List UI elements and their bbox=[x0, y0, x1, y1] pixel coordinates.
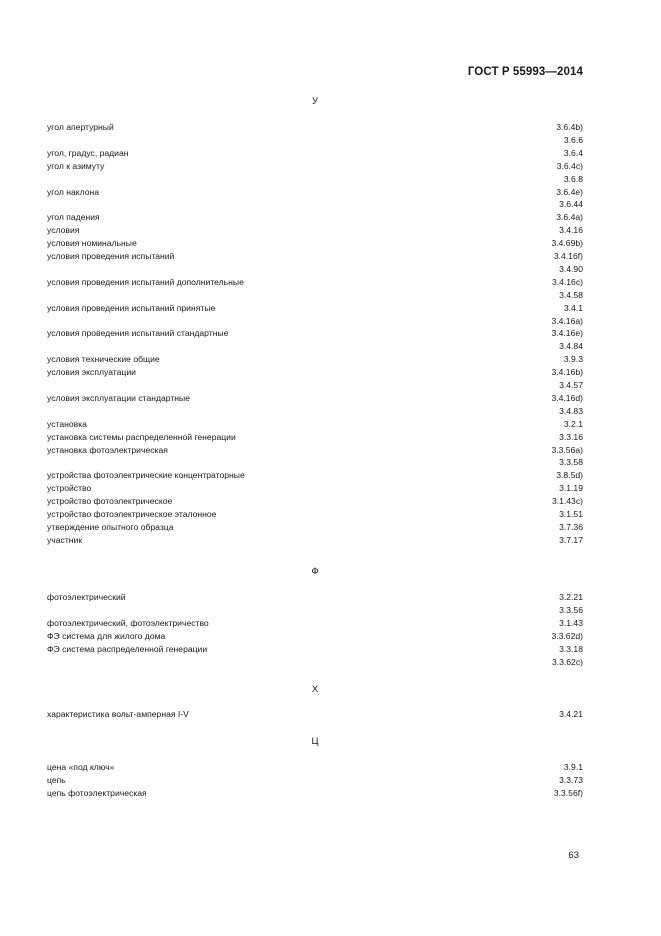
index-reference: 3.1.51 bbox=[559, 509, 583, 519]
index-term: характеристика вольт-амперная I-V bbox=[47, 709, 189, 719]
index-term: установка фотоэлектрическая bbox=[47, 444, 168, 455]
index-entry bbox=[47, 198, 583, 210]
index-term: ФЭ система распределенной генерации bbox=[47, 643, 208, 654]
index-reference: 3.9.1 bbox=[563, 762, 583, 772]
index-entry bbox=[47, 160, 583, 172]
index-term: условия эксплуатации стандартные bbox=[47, 392, 191, 403]
index-term: устройство фотоэлектрическое эталонное bbox=[47, 509, 217, 519]
index-term: цепь фотоэлектрическая bbox=[47, 787, 147, 798]
index-term: условия проведения испытаний принятые bbox=[47, 302, 216, 313]
index-entry bbox=[47, 508, 583, 520]
index-reference: 3.6.4b) bbox=[556, 122, 583, 132]
index-term: устройство bbox=[47, 483, 92, 494]
index-reference: 3.3.62c) bbox=[551, 656, 583, 667]
index-reference: 3.4.69b) bbox=[551, 238, 583, 249]
index-entry bbox=[47, 186, 583, 198]
index-entry bbox=[47, 237, 583, 249]
index-reference: 3.3.73 bbox=[559, 774, 583, 785]
index-term: условия проведения испытаний bbox=[47, 251, 175, 261]
index-entry bbox=[47, 591, 583, 603]
index-reference: 3.4.58 bbox=[559, 289, 583, 300]
page-header-title: ГОСТ Р 55993—2014 bbox=[467, 66, 583, 78]
index-term: цепь bbox=[47, 774, 66, 785]
index-entry bbox=[47, 263, 583, 275]
index-term: установка bbox=[47, 418, 87, 429]
index-reference: 3.6.6 bbox=[563, 134, 583, 145]
index-reference: 3.2.1 bbox=[563, 418, 583, 429]
index-entry bbox=[47, 353, 583, 365]
index-entry bbox=[47, 444, 583, 456]
index-entry bbox=[47, 787, 583, 799]
index-term: условия технические общие bbox=[47, 354, 160, 365]
index-term: угол апертурный bbox=[47, 122, 114, 132]
index-reference: 3.4.83 bbox=[559, 405, 583, 416]
index-reference: 3.3.56a) bbox=[551, 444, 583, 455]
index-reference: 3.4.16b) bbox=[551, 367, 583, 378]
index-entry bbox=[47, 302, 583, 314]
index-entry bbox=[47, 134, 583, 146]
index-entry bbox=[47, 708, 583, 720]
index-term: угол падения bbox=[47, 212, 100, 223]
index-entry bbox=[47, 495, 583, 507]
section-letter: Ф bbox=[311, 566, 319, 577]
index-reference: 3.4.16d) bbox=[551, 392, 583, 403]
index-entry bbox=[47, 521, 583, 533]
index-reference: 3.6.44 bbox=[559, 199, 583, 210]
index-reference: 3.4.16e) bbox=[551, 328, 583, 339]
index-term: условия номинальные bbox=[47, 238, 137, 249]
index-entry bbox=[47, 366, 583, 378]
index-entry bbox=[47, 224, 583, 236]
index-reference: 3.4.16 bbox=[559, 225, 583, 236]
index-entry bbox=[47, 121, 583, 133]
index-reference: 3.2.21 bbox=[559, 592, 583, 602]
index-term: фотоэлектрический bbox=[47, 592, 126, 602]
index-reference: 3.6.4e) bbox=[556, 186, 583, 197]
index-term: угол к азимуту bbox=[47, 160, 105, 171]
index-term: установка системы распределенной генерации bbox=[47, 431, 236, 442]
index-reference: 3.4.1 bbox=[563, 302, 583, 313]
index-entry bbox=[47, 761, 583, 773]
index-term: условия bbox=[47, 225, 80, 236]
index-reference: 3.4.84 bbox=[559, 341, 583, 352]
index-entry bbox=[47, 482, 583, 494]
index-entry bbox=[47, 250, 583, 262]
index-reference: 3.3.18 bbox=[559, 643, 583, 654]
index-entry bbox=[47, 327, 583, 339]
index-entry bbox=[47, 456, 583, 468]
index-reference: 3.1.19 bbox=[559, 483, 583, 494]
index-reference: 3.4.16c) bbox=[551, 276, 583, 287]
index-entry bbox=[47, 656, 583, 668]
index-reference: 3.6.8 bbox=[563, 173, 583, 184]
index-entry bbox=[47, 289, 583, 301]
section-letter: У bbox=[311, 96, 319, 107]
index-term: угол, градус, радиан bbox=[47, 147, 129, 158]
index-reference: 3.7.17 bbox=[559, 534, 583, 545]
index-entry bbox=[47, 617, 583, 629]
index-entry bbox=[47, 431, 583, 443]
index-entry bbox=[47, 630, 583, 642]
index-reference: 3.4.90 bbox=[559, 263, 583, 274]
page-number: 63 bbox=[568, 850, 579, 861]
index-term: условия проведения испытаний дополнительные bbox=[47, 276, 244, 287]
index-term: утверждение опытного образца bbox=[47, 521, 174, 532]
index-term: устройства фотоэлектрические концентраторные bbox=[47, 470, 245, 481]
index-reference: 3.9.3 bbox=[563, 354, 583, 365]
index-entry bbox=[47, 405, 583, 417]
index-entry bbox=[47, 418, 583, 430]
index-term: участник bbox=[47, 534, 83, 545]
index-term: ФЭ система для жилого дома bbox=[47, 630, 166, 641]
index-reference: 3.4.57 bbox=[559, 380, 583, 390]
index-entry bbox=[47, 604, 583, 616]
index-reference: 3.4.16f) bbox=[553, 251, 583, 261]
index-entry bbox=[47, 211, 583, 223]
index-entry bbox=[47, 774, 583, 786]
index-reference: 3.4.16a) bbox=[551, 315, 583, 326]
index-reference: 3.3.62d) bbox=[551, 630, 583, 641]
index-reference: 3.7.36 bbox=[559, 521, 583, 532]
index-entry bbox=[47, 276, 583, 288]
index-entry bbox=[47, 469, 583, 481]
index-reference: 3.3.56f) bbox=[553, 787, 583, 798]
index-term: условия эксплуатации bbox=[47, 367, 136, 378]
index-reference: 3.3.56 bbox=[559, 604, 583, 615]
index-term: цена «под ключ» bbox=[47, 762, 115, 772]
index-entry bbox=[47, 315, 583, 327]
index-entry bbox=[47, 173, 583, 185]
index-reference: 3.6.4 bbox=[563, 147, 583, 158]
index-entry bbox=[47, 379, 583, 391]
index-term: устройство фотоэлектрическое bbox=[47, 496, 173, 507]
index-reference: 3.3.16 bbox=[559, 431, 583, 442]
index-reference: 3.3.58 bbox=[559, 457, 583, 468]
index-reference: 3.6.4a) bbox=[556, 212, 583, 223]
index-term: условия проведения испытаний стандартные bbox=[47, 328, 229, 339]
index-entry bbox=[47, 643, 583, 655]
index-reference: 3.6.4c) bbox=[556, 160, 583, 171]
section-letter: Х bbox=[311, 684, 319, 695]
index-entry bbox=[47, 340, 583, 352]
index-term: фотоэлектрический, фотоэлектричество bbox=[47, 617, 209, 628]
index-reference: 3.1.43c) bbox=[551, 496, 583, 507]
index-entry bbox=[47, 392, 583, 404]
index-reference: 3.4.21 bbox=[559, 709, 583, 719]
index-reference: 3.8.5d) bbox=[556, 470, 583, 481]
index-reference: 3.1.43 bbox=[559, 617, 583, 628]
index-entry bbox=[47, 534, 583, 546]
index-term: угол наклона bbox=[47, 186, 100, 197]
section-letter: Ц bbox=[311, 736, 319, 747]
index-entry bbox=[47, 147, 583, 159]
